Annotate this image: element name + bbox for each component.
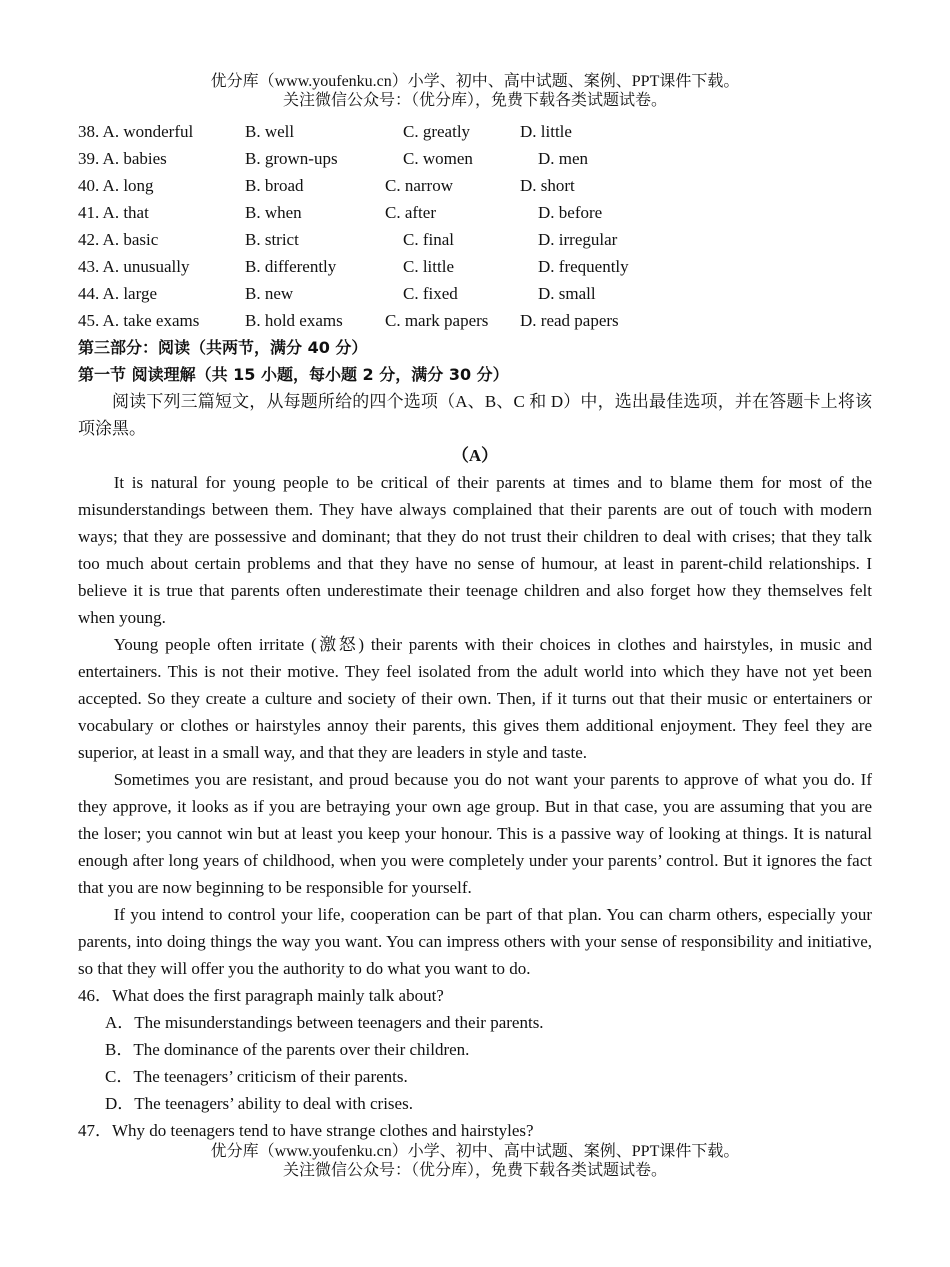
option-b: B. broad [245,176,304,195]
option-c: C. mark papers [385,311,489,330]
option-a: 44. A. large [78,284,158,303]
option-row-43 [78,253,872,280]
option-row-45 [78,307,872,334]
choice-46-b: B．The dominance of the parents over their children. [105,1040,470,1059]
option-a: 43. A. unusually [78,257,190,276]
option-d: D. read papers [520,311,619,330]
footer-line-1: 优分库（www.youfenku.cn）小学、初中、高中试题、案例、PPT课件下载。 [210,1143,740,1160]
option-d: D. before [538,203,603,222]
option-row-44 [78,280,872,307]
header-line-1: 优分库（www.youfenku.cn）小学、初中、高中试题、案例、PPT课件下载。 [210,73,740,90]
paragraph-3: Sometimes you are resistant, and proud because you do not want your parents to approve of what you do. If they approve, it looks as if you are betraying your own age group. But in that case, you are assuming that you are the loser; you cannot win but at least you keep your honour. This is a passive way of looking at things. It is natural enough after long years of childhood, when you were completely under your parents’ control. But it ignores the fact that you are now beginning to be responsible for yourself. [78,770,872,897]
option-b: B. hold exams [245,311,343,330]
option-c: C. greatly [403,122,471,141]
option-row-42 [78,226,872,253]
question-46: 46．What does the first paragraph mainly talk about? [78,986,444,1005]
option-c: C. women [403,149,473,168]
option-c: C. narrow [385,176,453,195]
option-b: B. when [245,203,302,222]
option-d: D. short [520,176,575,195]
paragraph-2: Young people often irritate (激怒) their parents with their choices in clothes and hairstyles, in music and entertainers. This is not their motive. They feel isolated from the adult world into which they have not yet been accepted. So they create a culture and society of their own. Then, if it turns out that their music or entertainers or vocabulary or clothes or hairstyles annoy their parents, this gives them additional enjoyment. They feel they are superior, at least in a small way, and that they are leaders in style and taste. [78,635,872,762]
option-d: D. small [538,284,596,303]
option-b: B. grown-ups [245,149,338,168]
option-b: B. well [245,122,295,141]
option-d: D. little [520,122,572,141]
instructions: 阅读下列三篇短文，从每题所给的四个选项（A、B、C 和 D）中，选出最佳选项，并在答题卡上将该项涂黑。 [78,392,872,438]
header-line-2: 关注微信公众号：（优分库），免费下载各类试题试卷。 [282,92,667,109]
option-c: C. after [385,203,436,222]
exam-content [78,118,872,1144]
question-47: 47．Why do teenagers tend to have strange clothes and hairstyles? [78,1121,534,1140]
option-d: D. men [538,149,589,168]
paragraph-4: If you intend to control your life, cooperation can be part of that plan. You can charm others, especially your parents, into doing things the way you want. You can impress others with your sense of responsibility and initiative, so that they will offer you the authority to do what you want to do. [78,905,872,978]
option-b: B. differently [245,257,337,276]
option-a: 39. A. babies [78,149,167,168]
part-title: 第三部分：阅读（共两节，满分 40 分） [78,338,368,357]
option-row-39 [78,145,872,172]
option-row-41 [78,199,872,226]
option-a: 42. A. basic [78,230,159,249]
choice-46-d: D．The teenagers’ ability to deal with crises. [105,1094,413,1113]
option-a: 41. A. that [78,203,149,222]
passage-label: （A） [451,446,499,465]
option-d: D. frequently [538,257,629,276]
option-row-38 [78,118,872,145]
choice-46-c: C．The teenagers’ criticism of their parents. [105,1067,408,1086]
option-d: D. irregular [538,230,618,249]
section-title: 第一节 阅读理解（共 15 小题，每小题 2 分，满分 30 分） [78,365,509,384]
option-a: 38. A. wonderful [78,122,194,141]
footer-line-2: 关注微信公众号：（优分库），免费下载各类试题试卷。 [282,1162,667,1179]
option-a: 45. A. take exams [78,311,200,330]
option-c: C. little [403,257,454,276]
choice-46-a: A．The misunderstandings between teenagers and their parents. [105,1013,544,1032]
option-b: B. strict [245,230,299,249]
option-b: B. new [245,284,294,303]
page-header [0,72,950,110]
option-row-40 [78,172,872,199]
paragraph-1: It is natural for young people to be critical of their parents at times and to blame them for most of the misunderstandings between them. They have always complained that their parents are out of touch with modern ways; that they are possessive and dominant; that they do not trust their children to deal with crises; that they talk too much about certain problems and that they have no sense of humour, at least in parent-child relationships. I believe it is true that parents often underestimate their teenage children and also forget how they themselves felt when young. [78,473,872,627]
option-c: C. fixed [403,284,458,303]
option-c: C. final [403,230,454,249]
page-footer [0,1142,950,1180]
option-a: 40. A. long [78,176,154,195]
